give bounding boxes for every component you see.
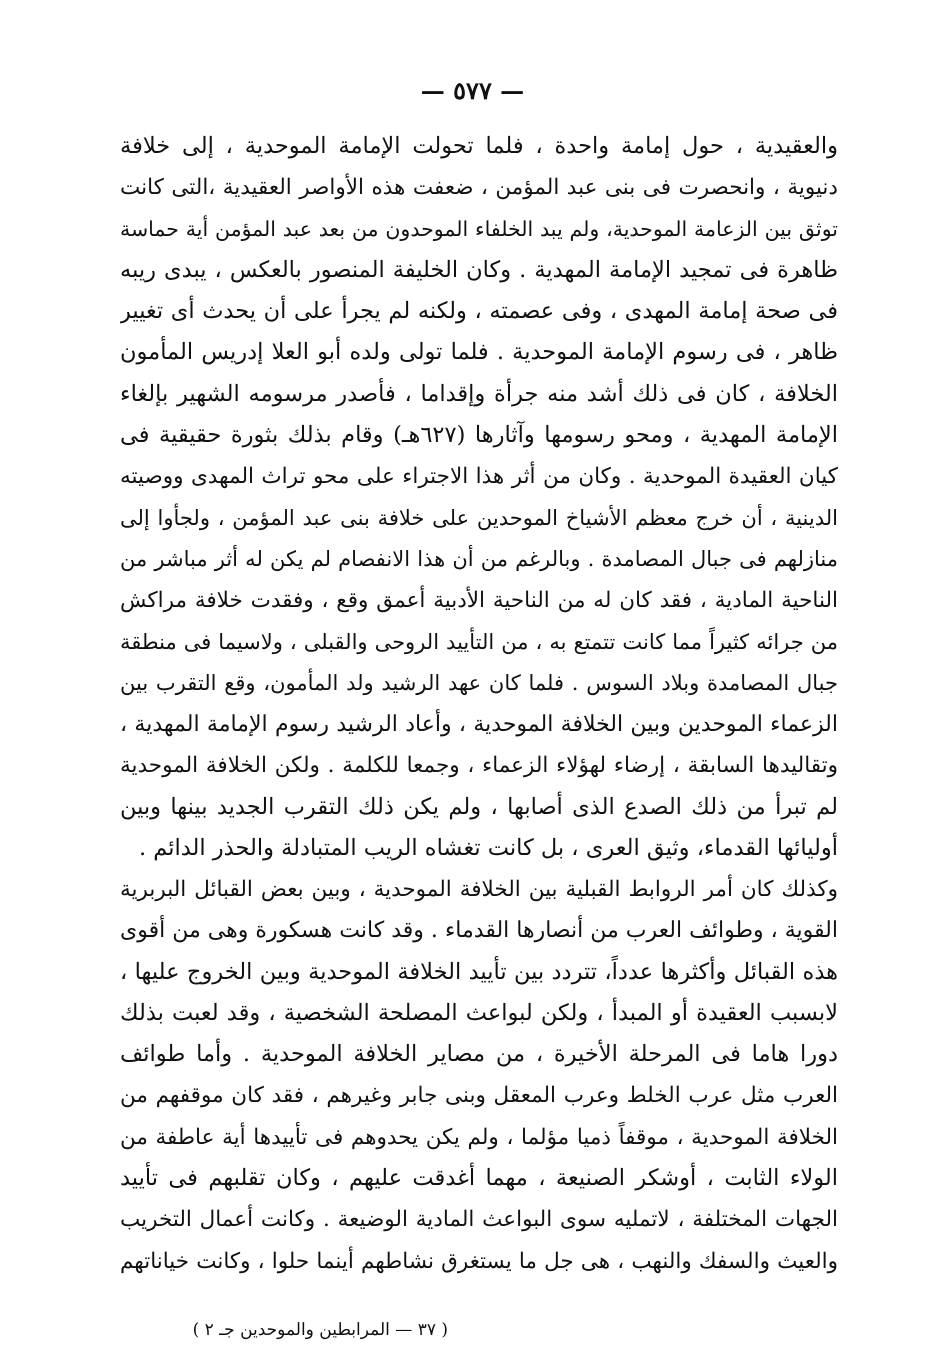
text-line: جبال المصامدة وبلاد السوس . فلما كان عهد الرشيد ولد المأمون، وقع التقرب بين bbox=[120, 670, 838, 695]
text-line: توثق بين الزعامة الموحدية، ولم يبد الخلفاء الموحدون من بعد عبد المؤمن أية حماسة bbox=[120, 216, 838, 241]
text-line: الولاء الثابت ، أوشكر الصنيعة ، مهما أغدقت عليهم ، وكان تقلبهم فى تأييد bbox=[120, 1165, 838, 1192]
text-line: لابسبب العقيدة أو المبدأ ، ولكن لبواعث المصلحة الشخصية ، وقد لعبت بذلك bbox=[120, 999, 838, 1026]
text-line: الزعماء الموحدين وبين الخلافة الموحدية ، وأعاد الرشيد رسوم الإمامة المهدية ، bbox=[120, 712, 838, 738]
paragraph-1 bbox=[120, 126, 838, 869]
text-line: الناحية المادية ، فقد كان له من الناحية الأدبية أعمق وقع ، وفقدت خلافة مراكش bbox=[120, 588, 838, 614]
text-line: القوية ، وطوائف العرب من أنصارها القدماء . وقد كانت هسكورة وهى من أقوى bbox=[120, 918, 838, 944]
page-number: — ٥٧٧ — bbox=[420, 76, 525, 105]
page-footer: ( ٣٧ — المرابطين والموحدين جـ ٢ ) bbox=[192, 1320, 448, 1340]
text-line: الإمامة المهدية ، ومحو رسومها وآثارها (٦٢٧هـ) وقام بذلك بثورة حقيقية فى bbox=[120, 422, 838, 449]
text-line: أوليائها القدماء، وثيق العرى ، بل كانت تغشاه الريب المتبادلة والحذر الدائم . bbox=[138, 835, 838, 862]
text-line: العرب مثل عرب الخلط وعرب المعقل وبنى جابر وغيرهم ، فقد كان موقفهم من bbox=[120, 1083, 838, 1109]
text-line: دنيوية ، وانحصرت فى بنى عبد المؤمن ، ضعفت هذه الأواصر العقيدية ،التى كانت bbox=[120, 175, 838, 201]
text-line: الخلافة الموحدية ، موقفاً ذميا مؤلما ، ولم يكن يحدوهم فى تأييدها أية عاطفة من bbox=[120, 1124, 838, 1150]
text-line: الجهات المختلفة ، لاتمليه سوى البواعث المادية الوضيعة . وكانت أعمال التخريب bbox=[120, 1207, 838, 1233]
text-line: لم تبرأ من ذلك الصدع الذى أصابها ، ولم يكن ذلك التقرب الجديد بينها وبين bbox=[120, 793, 838, 820]
text-line: كيان العقيدة الموحدية . وكان من أثر هذا الاجتراء على محو تراث المهدى ووصيته bbox=[120, 464, 838, 490]
paragraph-2 bbox=[120, 869, 838, 1282]
text-line: فى صحة إمامة المهدى ، وفى عصمته ، ولكنه لم يجرأ على أن يحدث أى تغيير bbox=[120, 298, 838, 325]
text-line: منازلهم فى جبال المصامدة . وبالرغم من أن هذا الانفصام لم يكن له أثر مباشر من bbox=[120, 546, 838, 571]
text-line: هذه القبائل وأكثرها عدداً، تتردد بين تأييد الخلافة الموحدية وبين الخروج عليها ، bbox=[120, 958, 838, 985]
text-line: من جرائه كثيراً مما كانت تتمتع به ، من التأييد الروحى والقبلى ، ولاسيما فى منطقة bbox=[120, 629, 838, 654]
text-line: وتقاليدها السابقة ، إرضاء لهؤلاء الزعماء ، وجمعا للكلمة . ولكن الخلافة الموحدية bbox=[120, 753, 838, 779]
text-line: دورا هاما فى المرحلة الأخيرة ، من مصاير الخلافة الموحدية . وأما طوائف bbox=[120, 1041, 838, 1068]
text-line: والعيث والسفك والنهب ، هى جل ما يستغرق نشاطهم أينما حلوا ، وكانت خياناتهم bbox=[120, 1248, 838, 1274]
text-line: والعقيدية ، حول إمامة واحدة ، فلما تحولت الإمامة الموحدية ، إلى خلافة bbox=[120, 133, 838, 159]
text-line: الخلافة ، كان فى ذلك أشد منه جرأة وإقداما ، فأصدر مرسومه الشهير بإلغاء bbox=[120, 380, 838, 407]
text-line: وكذلك كان أمر الروابط القبلية بين الخلافة الموحدية ، وبين بعض القبائل البربرية bbox=[120, 877, 838, 902]
text-line: ظاهرة فى تمجيد الإمامة المهدية . وكان الخليفة المنصور بالعكس ، يبدى ريبه bbox=[120, 256, 838, 283]
text-line: الدينية ، أن خرج معظم الأشياخ الموحدين على خلافة بنى عبد المؤمن ، ولجأوا إلى bbox=[120, 505, 838, 530]
text-line: ظاهر ، فى رسوم الإمامة الموحدية . فلما تولى ولده أبو العلا إدريس المأمون bbox=[120, 339, 838, 366]
